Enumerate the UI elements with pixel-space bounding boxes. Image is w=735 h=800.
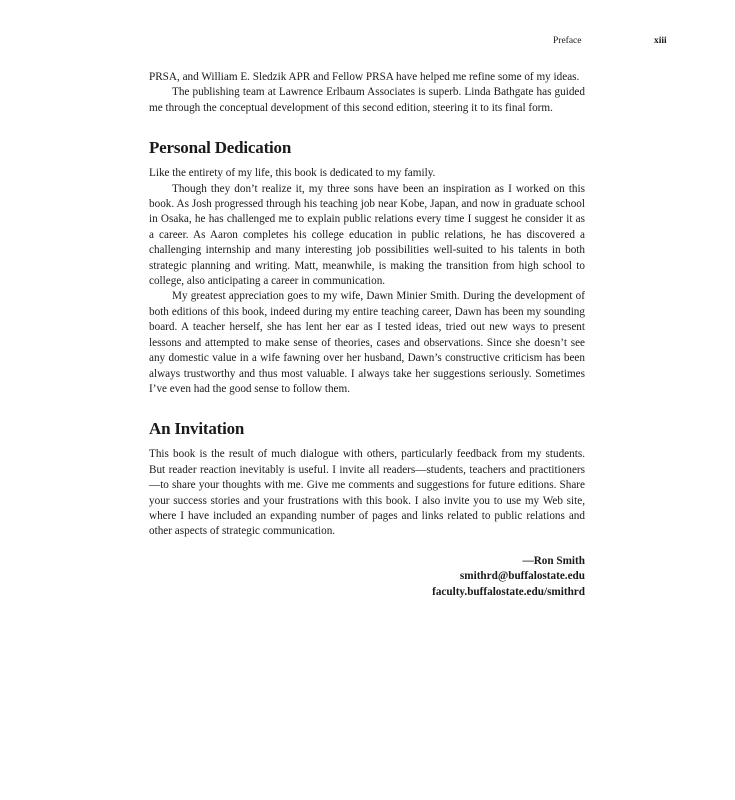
dedication-heading: Personal Dedication bbox=[149, 138, 292, 158]
page-content bbox=[149, 70, 585, 600]
dedication-paragraph-1: Like the entirety of my life, this book is dedicated to my family. bbox=[149, 167, 436, 180]
running-head bbox=[0, 36, 735, 50]
author-name: —Ron Smith bbox=[522, 554, 585, 567]
invitation-heading: An Invitation bbox=[149, 419, 245, 439]
intro-paragraph-2: The publishing team at Lawrence Erlbaum Associates is superb. Linda Bathgate has guided me through the conceptual development of this second edition, steering it to its final form. bbox=[149, 86, 585, 114]
author-email: smithrd@buffalostate.edu bbox=[459, 570, 585, 583]
author-website: faculty.buffalostate.edu/smithrd bbox=[432, 585, 585, 598]
intro-paragraph-1: PRSA, and William E. Sledzik APR and Fellow PRSA have helped me refine some of my ideas. bbox=[149, 71, 580, 83]
dedication-paragraph-2: Though they don’t realize it, my three sons have been an inspiration as I worked on this book. As Josh progressed through his teaching job near Kobe, Japan, and now in graduate school in Osaka, he has challenged me to explain public relations every time I suggest he consider it as a career. As Aaron completes his college education in public relations, he has discovered a challenging internship and many interesting job possibilities well-suited to his talents in both strategic planning and writing. Matt, meanwhile, is making the transition from high school to college, also anticipating a career in communication. bbox=[149, 182, 585, 288]
running-title: Preface bbox=[553, 36, 582, 46]
invitation-paragraph: This book is the result of much dialogue with others, particularly feedback from my students. But reader reaction inevitably is useful. I invite all readers—students, teachers and practitioners—to share your thoughts with me. Give me comments and suggestions for future editions. Share your success stories and your frustrations with this book. I also invite you to use my Web site, where I have included an expanding number of pages and links related to public relations and other aspects of strategic communication. bbox=[149, 448, 585, 538]
page-number: xiii bbox=[654, 36, 667, 46]
signature-block bbox=[149, 554, 585, 600]
dedication-paragraph-3: My greatest appreciation goes to my wife, Dawn Minier Smith. During the development of both editions of this book, indeed during my entire teaching career, Dawn has been my sounding board. A teacher herself, she has lent her ear as I tested ideas, tried out new ways to present lessons and attempted to make sense of theories, cases and observations. Since she doesn’t see any domestic value in a wife fawning over her husband, Dawn’s constructive criticism has been always trustworthy and thus most valuable. I always take her suggestions seriously. Sometimes I’ve even had the good sense to follow them. bbox=[149, 290, 585, 395]
